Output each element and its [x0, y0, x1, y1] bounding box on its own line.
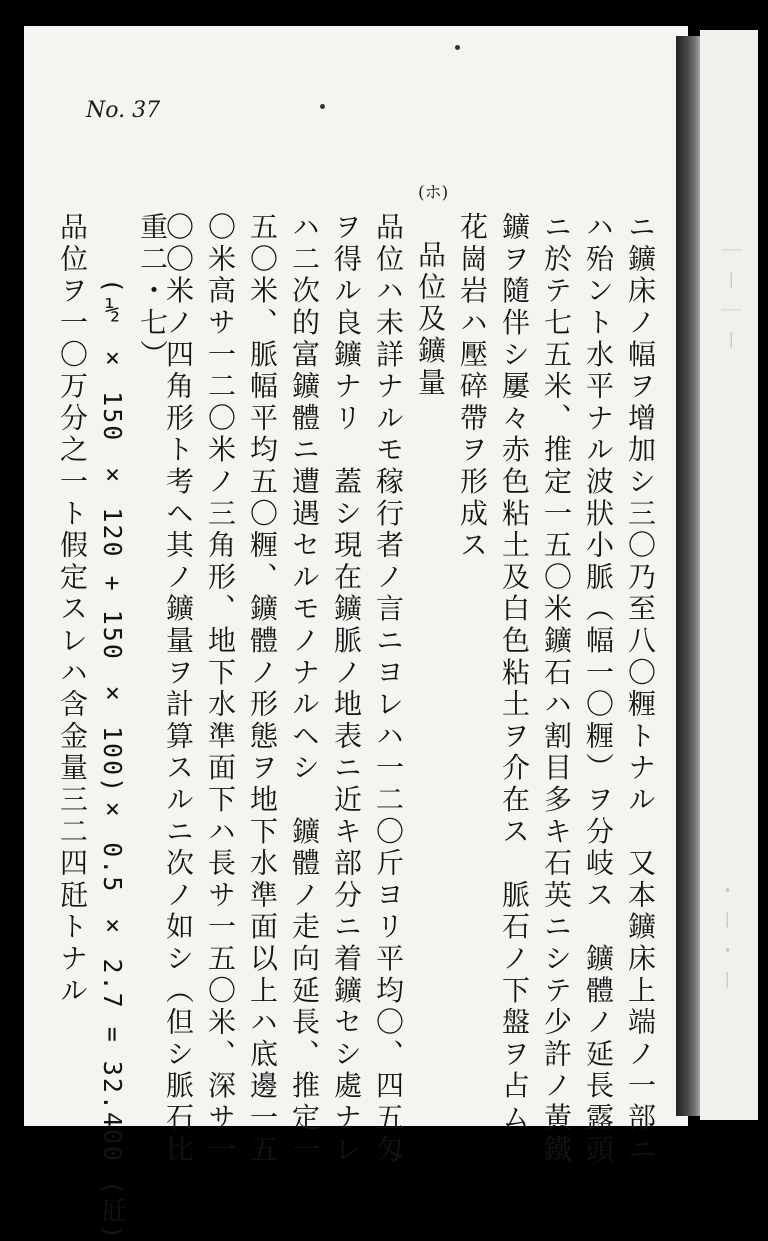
text-column: ハ二次的富鑛體ニ遭遇セルモノナルヘシ 鑛體ノ走向延長、推定一 — [288, 212, 321, 1166]
specks — [455, 45, 460, 50]
section-heading: 品位及鑛量 — [414, 240, 447, 399]
section-mark: (ホ) — [418, 183, 449, 203]
ore-volume-formula: (½ × 150 × 120 + 150 × 100)× 0.5 × 2.7 = 32.400 (瓩) — [98, 278, 127, 1241]
text-column: 〇米高サ一二〇米ノ三角形、地下水準面下ハ長サ一五〇米、深サ一 — [204, 212, 237, 1166]
text-column: 品位ヲ一〇万分之一ト假定スレハ含金量三二四瓩トナル — [56, 212, 89, 1007]
text-column: 〇〇米ノ四角形ト考ヘ其ノ鑛量ヲ計算スルニ次ノ如シ（但シ脈石比 — [162, 212, 195, 1166]
text-column: 品位ハ未詳ナルモ稼行者ノ言ニヨレハ一二〇斤ヨリ平均〇、四五匁 — [372, 212, 405, 1166]
text-column: 鑛ヲ隨伴シ屢々赤色粘土及白色粘土ヲ介在ス 脈石ノ下盤ヲ占ム — [498, 212, 531, 1135]
page-number: No. 37 — [86, 98, 161, 123]
text-column: ハ殆ント水平ナル波狀小脈（幅一〇糎）ヲ分岐ス 鑛體ノ延長露頭 — [582, 212, 615, 1166]
text-column: 花崗岩ハ壓碎帶ヲ形成ス — [456, 212, 489, 562]
text-column: ニ鑛床ノ幅ヲ增加シ三〇乃至八〇糎トナル 又本鑛床上端ノ一部ニ — [624, 212, 657, 1166]
adjacent-page-bleed: ・ー・ー — [714, 880, 738, 1000]
specks — [320, 104, 325, 109]
page-binding-edge — [676, 36, 702, 1116]
text-column: ニ於テ七五米、推定一五〇米鑛石ハ割目多キ石英ニシテ少許ノ黃鐵 — [540, 212, 573, 1166]
adjacent-page-bleed: ｜ー｜ー — [718, 240, 742, 360]
text-column: 五〇米、脈幅平均五〇糎、鑛體ノ形態ヲ地下水準面以上ハ底邊一五 — [246, 212, 279, 1166]
text-column: ヲ得ル良鑛ナリ 蓋シ現在鑛脈ノ地表ニ近キ部分ニ着鑛セシ處ナレ — [330, 212, 363, 1166]
text-column: 重二・七） — [136, 212, 169, 371]
